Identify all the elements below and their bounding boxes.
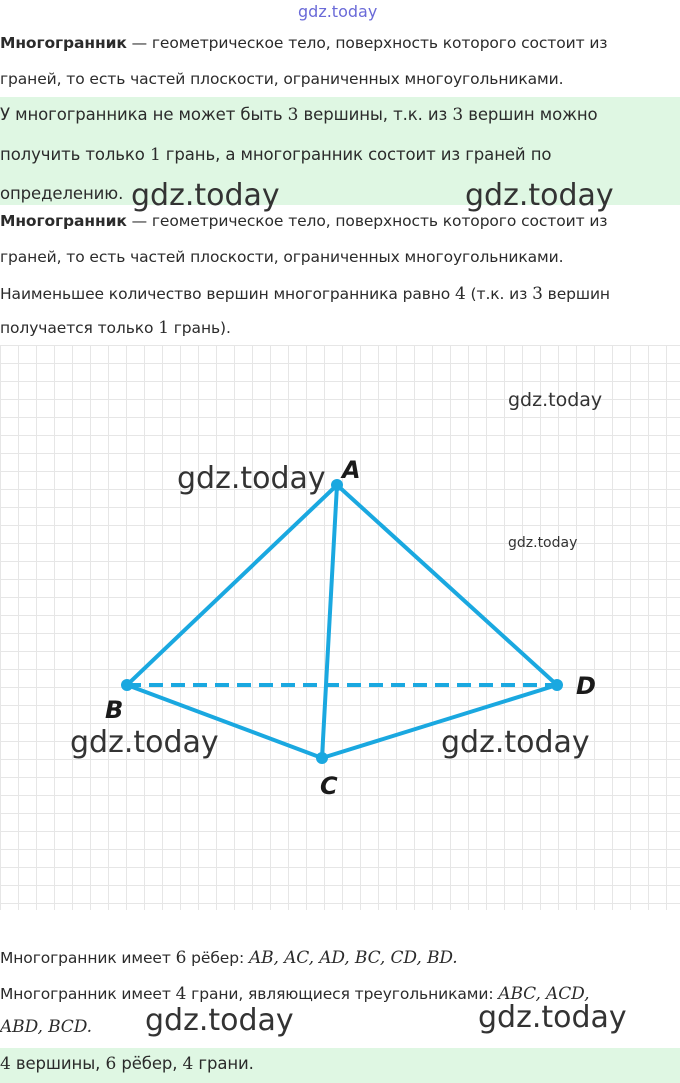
- definition-term: Многогранник: [0, 34, 127, 52]
- watermark: gdz.today: [478, 1000, 627, 1035]
- edge-AD: [337, 485, 557, 685]
- text: Многогранник имеет: [0, 949, 176, 967]
- text: получить только: [0, 145, 150, 164]
- watermark: gdz.today: [70, 725, 219, 760]
- definition-line-1: [0, 34, 607, 52]
- number: 1: [158, 318, 169, 338]
- label-A: A: [342, 456, 361, 484]
- label-D: D: [576, 672, 596, 700]
- answer-1-line-2: [0, 145, 551, 165]
- vertex-B: [121, 679, 133, 691]
- number: 3: [452, 105, 464, 125]
- label-C: C: [320, 772, 338, 800]
- text: рёбер:: [186, 949, 249, 967]
- number: 4: [0, 1054, 11, 1074]
- edge-AB: [127, 485, 337, 685]
- summary-line: [0, 1054, 254, 1074]
- answer-1-line-3: определению.: [0, 184, 124, 203]
- text: получается только: [0, 319, 159, 337]
- text: У многогранника не может быть: [0, 105, 288, 124]
- pyramid-diagram: [0, 345, 680, 910]
- number: 3: [532, 284, 543, 304]
- definition-line-1b: [0, 212, 607, 230]
- watermark: gdz.today: [465, 178, 614, 213]
- edges-line: [0, 948, 458, 968]
- pyramid-figure: [0, 345, 680, 910]
- edge-AC: [322, 485, 337, 758]
- answer-2-line-2: [0, 318, 231, 338]
- number: 6: [105, 1054, 117, 1074]
- face-list: ABD, BCD.: [0, 1017, 92, 1037]
- vertex-C: [316, 752, 328, 764]
- edge-list: AB, AC, AD, BC, CD, BD.: [248, 948, 458, 968]
- number: 3: [287, 105, 299, 125]
- watermark: gdz.today: [177, 461, 326, 496]
- definition-term: Многогранник: [0, 212, 127, 230]
- watermark: gdz.today: [145, 1003, 294, 1038]
- watermark-top: gdz.today: [298, 2, 378, 21]
- watermark: gdz.today: [508, 535, 578, 551]
- watermark: gdz.today: [131, 178, 280, 213]
- text: рёбер,: [116, 1054, 183, 1073]
- text: грань, а многогранник состоит из граней по: [160, 145, 552, 164]
- number: 6: [175, 948, 187, 968]
- text: вершин: [542, 285, 610, 303]
- faces-line-2: [0, 1017, 92, 1037]
- vertex-D: [551, 679, 563, 691]
- text: (т.к. из: [465, 285, 533, 303]
- text: грани, являющиеся треугольниками:: [186, 985, 499, 1003]
- text: вершин можно: [463, 105, 598, 124]
- answer-1-line-1: [0, 105, 598, 125]
- label-B: B: [105, 696, 124, 724]
- number: 4: [455, 284, 466, 304]
- number: 1: [149, 145, 161, 165]
- text: Многогранник имеет: [0, 985, 176, 1003]
- text: грань).: [168, 319, 231, 337]
- number: 4: [182, 1054, 194, 1074]
- definition-text: — геометрическое тело, поверхность которого состоит из: [126, 34, 608, 52]
- number: 4: [175, 984, 187, 1004]
- answer-2-line-1: [0, 284, 610, 304]
- definition-text: — геометрическое тело, поверхность которого состоит из: [126, 212, 608, 230]
- watermark: gdz.today: [508, 389, 603, 411]
- face-list: ABC, ACD,: [498, 984, 590, 1004]
- text: грани.: [193, 1054, 254, 1073]
- definition-line-2: граней, то есть частей плоскости, ограниченных многоугольниками.: [0, 70, 564, 88]
- text: вершины, т.к. из: [298, 105, 453, 124]
- definition-line-2b: граней, то есть частей плоскости, ограниченных многоугольниками.: [0, 248, 564, 266]
- text: Наименьшее количество вершин многогранника равно: [0, 285, 456, 303]
- watermark: gdz.today: [441, 725, 590, 760]
- text: вершины,: [10, 1054, 106, 1073]
